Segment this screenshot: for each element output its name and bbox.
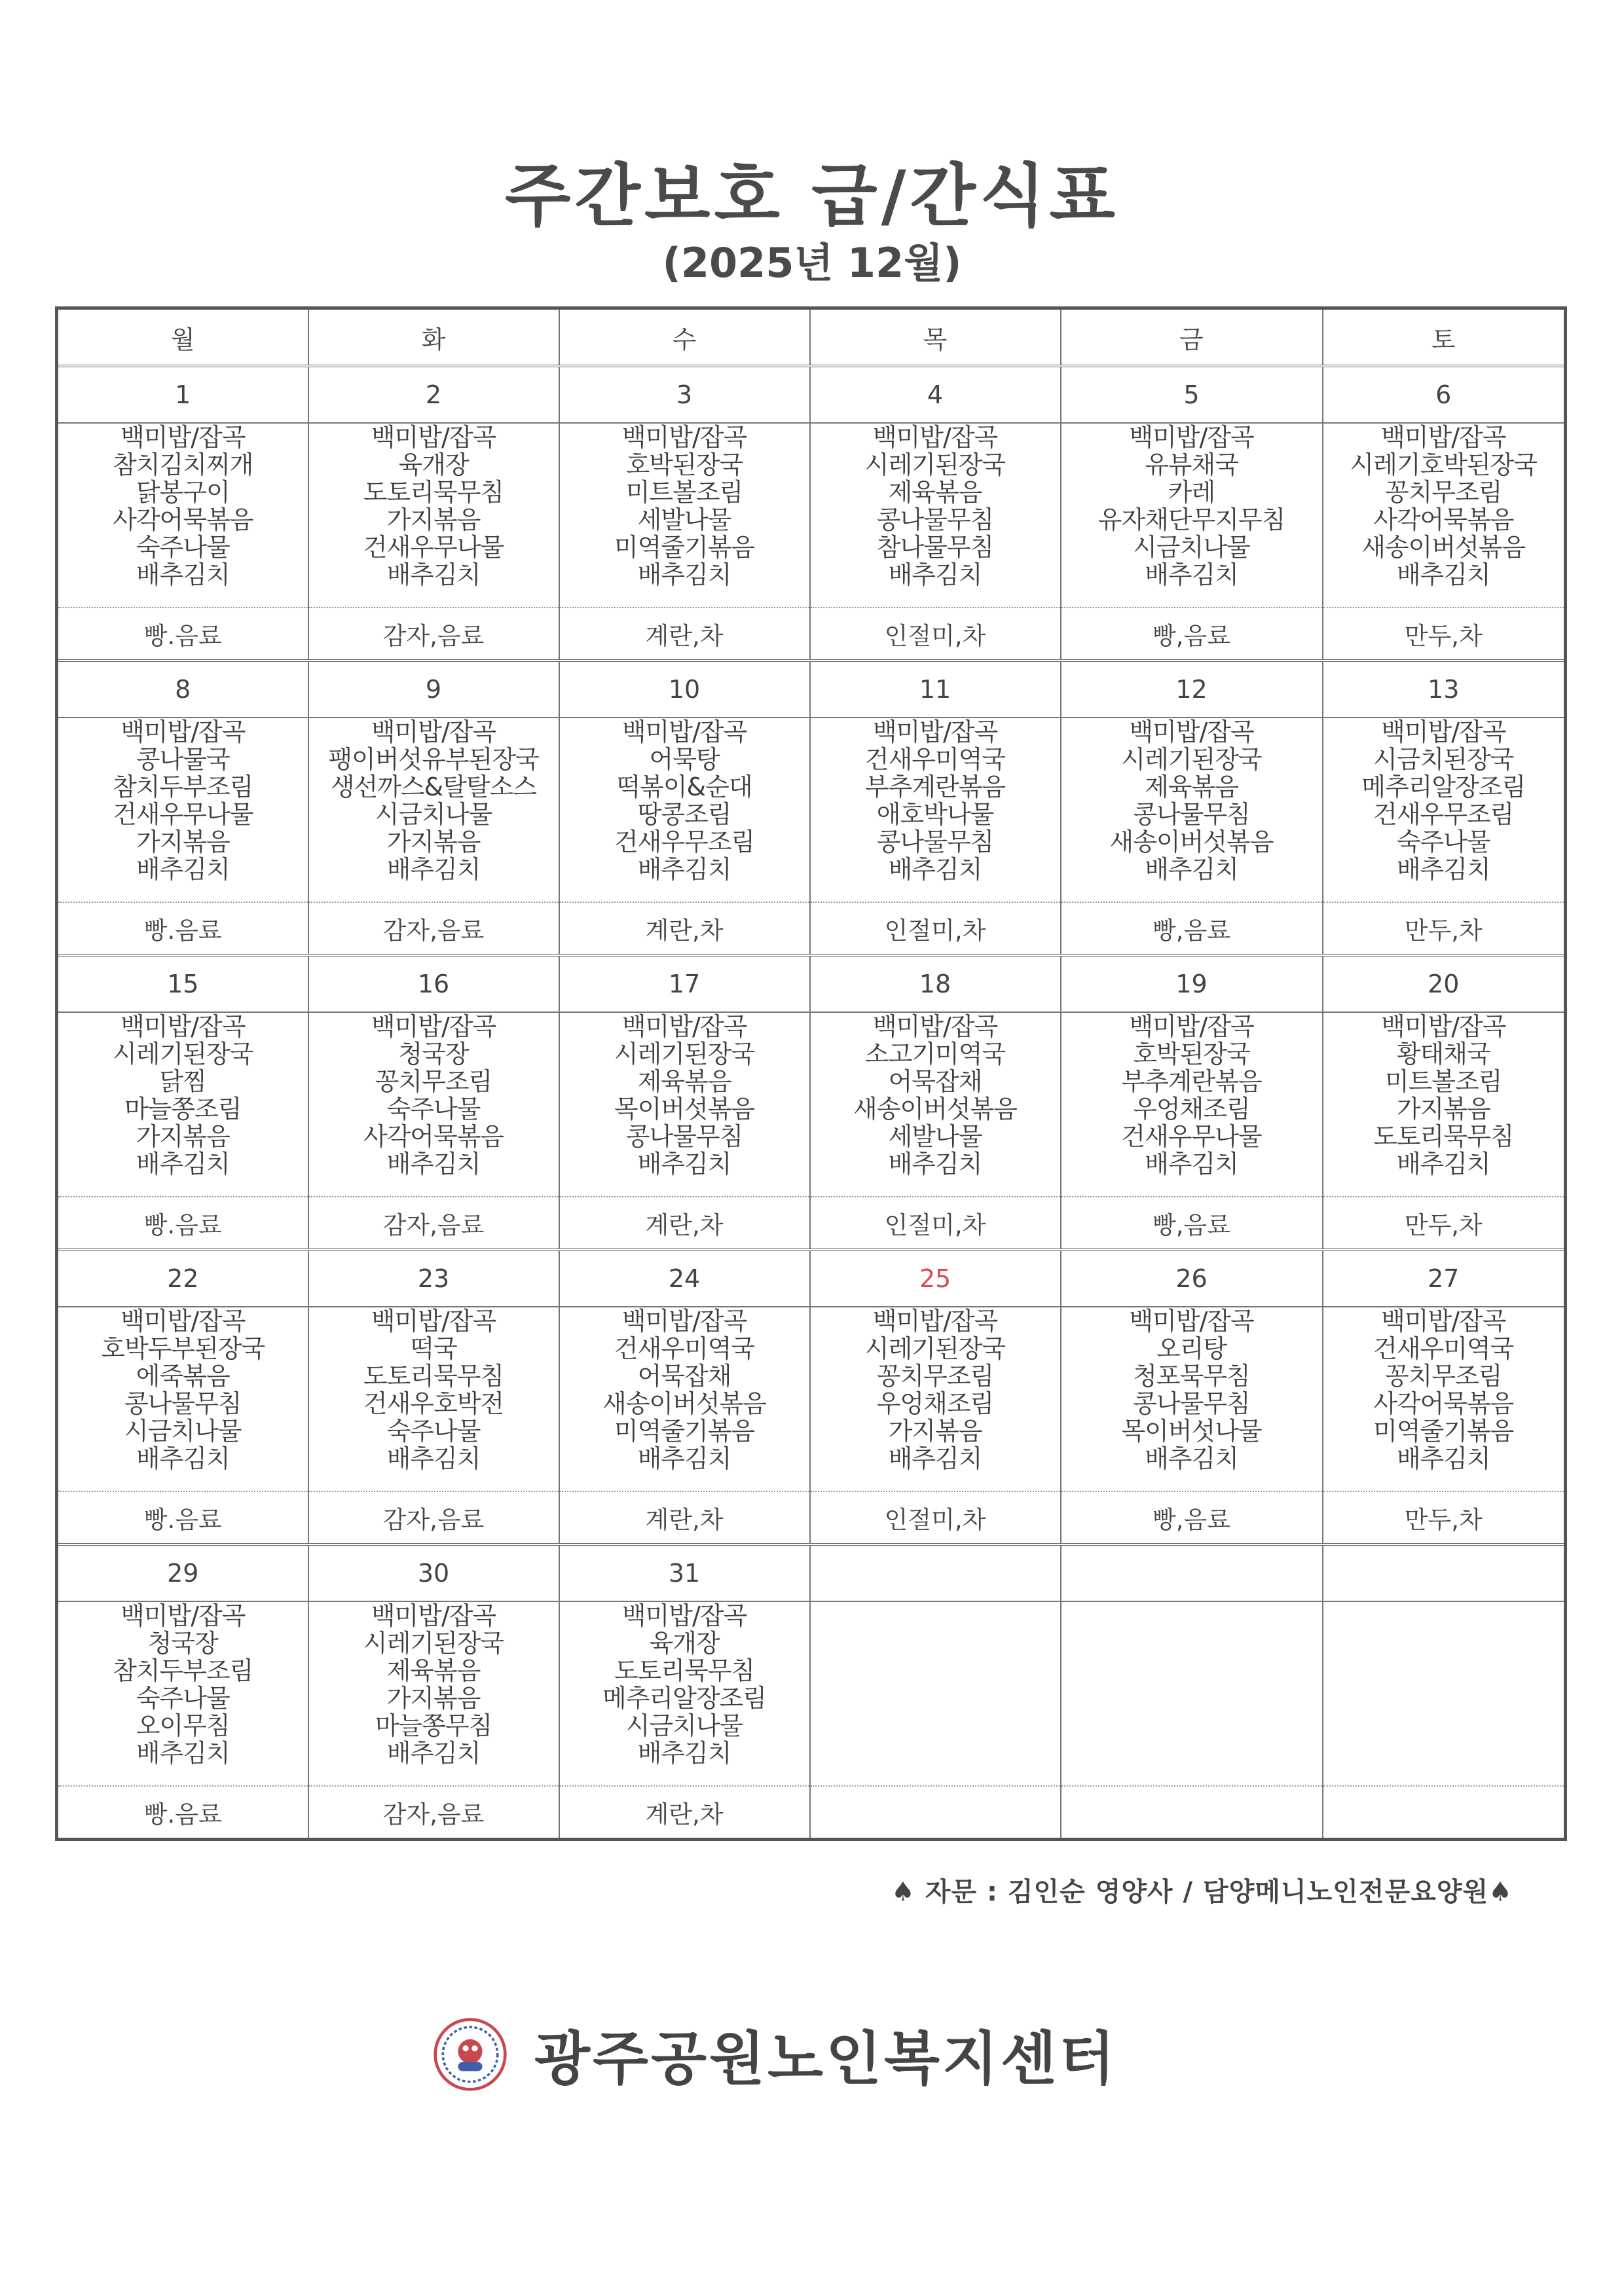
snack-cell: 계란,차 [559, 1786, 810, 1840]
meal-item: 콩나물무침 [1133, 800, 1250, 829]
meal-item: 호박된장국 [1133, 1040, 1250, 1068]
meal-item: 배추김치 [1396, 1150, 1490, 1178]
snack-cell: 만두,차 [1323, 1491, 1566, 1544]
meal-item: 참나물무침 [876, 533, 994, 562]
meal-cell [810, 423, 1061, 608]
date-cell: 29 [57, 1544, 308, 1601]
date-cell: 9 [308, 661, 559, 718]
meal-item: 건새우미역국 [614, 1334, 755, 1363]
meal-item: 꽁치무조림 [1384, 1362, 1502, 1391]
meal-item: 백미밥/잡곡 [120, 1012, 246, 1041]
meal-cell [810, 718, 1061, 902]
meal-item: 콩나물무침 [876, 828, 994, 856]
meal-item: 참치두부조림 [113, 773, 253, 801]
meal-cell [57, 1012, 308, 1197]
meal-item: 새송이버섯볶음 [1361, 533, 1526, 562]
meal-item: 건새우무조림 [614, 828, 755, 856]
date-cell: 30 [308, 1544, 559, 1601]
meal-cell [308, 718, 559, 902]
meal-cell [1061, 1012, 1323, 1197]
meal-item: 가지볶음 [1396, 1095, 1490, 1123]
meal-item: 땅콩조림 [637, 800, 731, 829]
meal-item: 닭찜 [159, 1067, 206, 1096]
meal-item: 부추계란볶음 [1121, 1067, 1262, 1096]
snack-row [57, 1491, 1566, 1544]
meal-item: 시레기된장국 [864, 1334, 1006, 1363]
date-row [57, 661, 1566, 718]
meal-item: 백미밥/잡곡 [120, 718, 246, 746]
date-cell: 10 [559, 661, 810, 718]
empty-meal-cell [1323, 1601, 1566, 1786]
empty-snack-cell [810, 1786, 1061, 1840]
meal-item: 배추김치 [386, 1444, 481, 1473]
meal-item: 떡국 [410, 1334, 457, 1363]
meal-item: 배추김치 [386, 855, 481, 884]
empty-meal-cell [1061, 1601, 1323, 1786]
meal-item: 오이무침 [136, 1711, 230, 1740]
advisor-credit: ♠ 자문 : 김인순 영양사 / 담양메니노인전문요양원♠ [891, 1877, 1513, 1907]
snack-cell: 계란,차 [559, 902, 810, 955]
meal-item: 사각어묵볶음 [1373, 505, 1514, 534]
meal-item: 제육볶음 [386, 1656, 481, 1685]
meal-item: 우엉채조림 [1133, 1095, 1250, 1123]
meal-row [57, 718, 1566, 902]
meal-cell [1323, 1307, 1566, 1491]
meal-item: 배추김치 [888, 1150, 982, 1178]
meal-item: 백미밥/잡곡 [621, 423, 747, 452]
meal-item: 백미밥/잡곡 [1381, 423, 1506, 452]
meal-item: 사각어묵볶음 [1373, 1389, 1514, 1418]
date-cell: 15 [57, 955, 308, 1012]
meal-item: 배추김치 [136, 560, 230, 589]
snack-cell: 감자,음료 [308, 1197, 559, 1250]
meal-cell [559, 1307, 810, 1491]
meal-item: 배추김치 [386, 560, 481, 589]
meal-item: 청국장 [398, 1040, 469, 1068]
meal-cell [1061, 423, 1323, 608]
meal-item: 배추김치 [1396, 855, 1490, 884]
meal-item: 사각어묵볶음 [113, 505, 253, 534]
meal-item: 제육볶음 [637, 1067, 731, 1096]
empty-snack-cell [1061, 1786, 1323, 1840]
date-cell: 27 [1323, 1250, 1566, 1307]
meal-item: 우엉채조림 [876, 1389, 994, 1418]
meal-cell [810, 1012, 1061, 1197]
meal-item: 꽁치무조림 [876, 1362, 994, 1391]
date-cell: 3 [559, 366, 810, 423]
meal-item: 시레기된장국 [113, 1040, 253, 1068]
date-cell: 26 [1061, 1250, 1323, 1307]
meal-item: 백미밥/잡곡 [1381, 718, 1506, 746]
snack-cell: 빵,음료 [1061, 1197, 1323, 1250]
meal-item: 숙주나물 [386, 1417, 481, 1446]
snack-cell: 만두,차 [1323, 902, 1566, 955]
weekday-header: 수 [559, 308, 810, 367]
meal-item: 백미밥/잡곡 [371, 1307, 496, 1336]
meal-item: 시금치나물 [375, 800, 492, 829]
meal-item: 배추김치 [637, 855, 731, 884]
snack-cell: 빵,음료 [1061, 1491, 1323, 1544]
meal-item: 시레기호박된장국 [1350, 450, 1538, 479]
date-row [57, 366, 1566, 423]
meal-item: 오리탕 [1156, 1334, 1227, 1363]
snack-cell: 빵.음료 [57, 1491, 308, 1544]
meal-item: 도토리묵무침 [1373, 1122, 1514, 1151]
weeks-body [57, 366, 1566, 1840]
meal-item: 배추김치 [136, 855, 230, 884]
meal-cell [57, 423, 308, 608]
snack-cell: 계란,차 [559, 1197, 810, 1250]
meal-item: 배추김치 [888, 1444, 982, 1473]
snack-cell: 만두,차 [1323, 608, 1566, 661]
meal-item: 백미밥/잡곡 [371, 1601, 496, 1630]
date-cell: 4 [810, 366, 1061, 423]
meal-item: 마늘쫑조림 [124, 1095, 242, 1123]
date-cell: 24 [559, 1250, 810, 1307]
meal-item: 꽁치무조림 [375, 1067, 492, 1096]
meal-item: 사각어묵볶음 [363, 1122, 504, 1151]
date-cell: 1 [57, 366, 308, 423]
meal-item: 배추김치 [637, 1150, 731, 1178]
meal-item: 배추김치 [888, 560, 982, 589]
meal-row [57, 423, 1566, 608]
meal-item: 닭봉구이 [136, 478, 230, 507]
meal-item: 배추김치 [136, 1150, 230, 1178]
snack-row [57, 902, 1566, 955]
date-row [57, 1544, 1566, 1601]
meal-item: 백미밥/잡곡 [1129, 1307, 1254, 1336]
empty-date-cell [810, 1544, 1061, 1601]
snack-cell: 감자,음료 [308, 1786, 559, 1840]
weekday-header: 목 [810, 308, 1061, 367]
meal-item: 콩나물국 [136, 745, 230, 774]
snack-cell: 인절미,차 [810, 902, 1061, 955]
snack-cell: 감자,음료 [308, 608, 559, 661]
meal-item: 건새우미역국 [864, 745, 1006, 774]
date-cell: 16 [308, 955, 559, 1012]
date-cell: 12 [1061, 661, 1323, 718]
meal-cell [1323, 423, 1566, 608]
meal-item: 배추김치 [386, 1739, 481, 1768]
weekday-header: 월 [57, 308, 308, 367]
meal-item: 백미밥/잡곡 [872, 718, 998, 746]
meal-item: 배추김치 [1145, 560, 1238, 589]
date-cell: 25 [810, 1250, 1061, 1307]
meal-item: 유뷰채국 [1145, 450, 1238, 479]
meal-item: 배추김치 [637, 1739, 731, 1768]
snack-cell: 인절미,차 [810, 1197, 1061, 1250]
meal-item: 백미밥/잡곡 [120, 1601, 246, 1630]
meal-item: 건새우미역국 [1373, 1334, 1514, 1363]
meal-item: 새송이버섯볶음 [602, 1389, 766, 1418]
meal-cell [559, 423, 810, 608]
meal-item: 도토리묵무침 [614, 1656, 755, 1685]
meal-item: 카레 [1168, 478, 1215, 507]
meal-item: 제육볶음 [1145, 773, 1238, 801]
date-row [57, 1250, 1566, 1307]
meal-item: 건새우무나물 [113, 800, 253, 829]
meal-item: 배추김치 [136, 1444, 230, 1473]
meal-item: 건새우무나물 [1121, 1122, 1262, 1151]
meal-item: 세발나물 [637, 505, 731, 534]
meal-item: 백미밥/잡곡 [621, 718, 747, 746]
snack-cell: 빵,음료 [1061, 902, 1323, 955]
meal-item: 애호박나물 [876, 800, 994, 829]
date-cell: 22 [57, 1250, 308, 1307]
meal-item: 어묵잡채 [637, 1362, 731, 1391]
meal-item: 미트볼조림 [1384, 1067, 1502, 1096]
meal-item: 제육볶음 [888, 478, 982, 507]
meal-item: 백미밥/잡곡 [872, 423, 998, 452]
meal-item: 배추김치 [637, 1444, 731, 1473]
date-cell: 19 [1061, 955, 1323, 1012]
meal-cell [1323, 718, 1566, 902]
meal-item: 가지볶음 [136, 1122, 230, 1151]
meal-item: 백미밥/잡곡 [621, 1012, 747, 1041]
snack-cell: 계란,차 [559, 1491, 810, 1544]
snack-cell: 빵.음료 [57, 608, 308, 661]
empty-date-cell [1323, 1544, 1566, 1601]
weekday-header-row [57, 308, 1566, 367]
meal-item: 미역줄기볶음 [1373, 1417, 1514, 1446]
meal-item: 백미밥/잡곡 [872, 1307, 998, 1336]
meal-cell [1061, 718, 1323, 902]
date-cell: 31 [559, 1544, 810, 1601]
meal-item: 꽁치무조림 [1384, 478, 1502, 507]
meal-item: 숙주나물 [136, 1684, 230, 1713]
weekday-header: 화 [308, 308, 559, 367]
center-logo-icon [432, 2016, 508, 2092]
snack-cell: 계란,차 [559, 608, 810, 661]
snack-cell: 빵.음료 [57, 1786, 308, 1840]
meal-item: 배추김치 [888, 855, 982, 884]
snack-cell: 빵.음료 [57, 902, 308, 955]
meal-item: 가지볶음 [136, 828, 230, 856]
meal-item: 시금치된장국 [1373, 745, 1514, 774]
meal-item: 백미밥/잡곡 [120, 1307, 246, 1336]
meal-item: 새송이버섯볶음 [853, 1095, 1017, 1123]
weekday-header: 토 [1323, 308, 1566, 367]
meal-item: 미역줄기볶음 [614, 533, 755, 562]
meal-item: 팽이버섯유부된장국 [328, 745, 539, 774]
meal-item: 가지볶음 [386, 505, 481, 534]
snack-cell: 감자,음료 [308, 1491, 559, 1544]
meal-item: 새송이버섯볶음 [1109, 828, 1274, 856]
snack-cell: 인절미,차 [810, 608, 1061, 661]
meal-item: 떡볶이&순대 [616, 773, 752, 801]
meal-item: 백미밥/잡곡 [120, 423, 246, 452]
meal-item: 호박두부된장국 [101, 1334, 265, 1363]
meal-item: 유자채단무지무침 [1098, 505, 1285, 534]
meal-item: 참치두부조림 [113, 1656, 253, 1685]
meal-cell [1061, 1307, 1323, 1491]
meal-item: 시레기된장국 [864, 450, 1006, 479]
meal-item: 미역줄기볶음 [614, 1417, 755, 1446]
center-name: 광주공원노인복지센터 [534, 2025, 1118, 2092]
meal-cell [57, 718, 308, 902]
snack-cell: 빵,음료 [1061, 608, 1323, 661]
meal-item: 시레기된장국 [363, 1629, 504, 1658]
meal-item: 백미밥/잡곡 [371, 718, 496, 746]
meal-row [57, 1601, 1566, 1786]
meal-item: 청포묵무침 [1133, 1362, 1250, 1391]
meal-cell [308, 423, 559, 608]
meal-item: 백미밥/잡곡 [1129, 423, 1254, 452]
snack-row [57, 608, 1566, 661]
date-cell: 18 [810, 955, 1061, 1012]
meal-item: 백미밥/잡곡 [1129, 718, 1254, 746]
meal-item: 소고기미역국 [864, 1040, 1006, 1068]
meal-item: 육개장 [398, 450, 469, 479]
date-cell: 13 [1323, 661, 1566, 718]
meal-item: 세발나물 [888, 1122, 982, 1151]
snack-cell: 감자,음료 [308, 902, 559, 955]
meal-item: 건새우무조림 [1373, 800, 1514, 829]
meal-item: 배추김치 [1396, 560, 1490, 589]
meal-item: 황태채국 [1396, 1040, 1490, 1068]
meal-item: 어묵탕 [649, 745, 720, 774]
meal-cell [559, 1012, 810, 1197]
meal-item: 콩나물무침 [625, 1122, 743, 1151]
meal-item: 숙주나물 [136, 533, 230, 562]
empty-meal-cell [810, 1601, 1061, 1786]
meal-item: 백미밥/잡곡 [371, 423, 496, 452]
meal-cell [1323, 1012, 1566, 1197]
date-cell: 11 [810, 661, 1061, 718]
meal-row [57, 1307, 1566, 1491]
meal-item: 백미밥/잡곡 [1381, 1012, 1506, 1041]
meal-item: 생선까스&탈탈소스 [330, 773, 537, 801]
snack-row [57, 1197, 1566, 1250]
meal-item: 백미밥/잡곡 [621, 1601, 747, 1630]
date-row [57, 955, 1566, 1012]
meal-item: 배추김치 [1145, 855, 1238, 884]
meal-item: 백미밥/잡곡 [872, 1012, 998, 1041]
meal-item: 청국장 [147, 1629, 218, 1658]
meal-item: 메추리알장조림 [1361, 773, 1526, 801]
meal-item: 육개장 [649, 1629, 720, 1658]
meal-cell [308, 1601, 559, 1786]
meal-item: 시금치나물 [625, 1711, 743, 1740]
meal-item: 숙주나물 [386, 1095, 481, 1123]
snack-cell: 만두,차 [1323, 1197, 1566, 1250]
meal-item: 백미밥/잡곡 [1129, 1012, 1254, 1041]
date-cell: 23 [308, 1250, 559, 1307]
meal-item: 시금치나물 [124, 1417, 242, 1446]
meal-item: 가지볶음 [386, 828, 481, 856]
empty-snack-cell [1323, 1786, 1566, 1840]
meal-item: 가지볶음 [888, 1417, 982, 1446]
meal-item: 시금치나물 [1133, 533, 1250, 562]
meal-item: 시레기된장국 [1121, 745, 1262, 774]
meal-item: 숙주나물 [1396, 828, 1490, 856]
meal-cell [57, 1307, 308, 1491]
meal-item: 배추김치 [136, 1739, 230, 1768]
page-title: 주간보호 급/간식표 [505, 156, 1119, 236]
meal-item: 백미밥/잡곡 [371, 1012, 496, 1041]
meal-item: 가지볶음 [386, 1684, 481, 1713]
date-cell: 5 [1061, 366, 1323, 423]
date-cell: 8 [57, 661, 308, 718]
meal-item: 콩나물무침 [876, 505, 994, 534]
meal-item: 콩나물무침 [1133, 1389, 1250, 1418]
menu-table [55, 306, 1567, 1841]
snack-cell: 빵.음료 [57, 1197, 308, 1250]
meal-cell [810, 1307, 1061, 1491]
date-cell: 2 [308, 366, 559, 423]
empty-date-cell [1061, 1544, 1323, 1601]
meal-item: 도토리묵무침 [363, 1362, 504, 1391]
meal-item: 백미밥/잡곡 [621, 1307, 747, 1336]
meal-cell [559, 718, 810, 902]
meal-item: 건새우호박전 [363, 1389, 504, 1418]
meal-item: 배추김치 [637, 560, 731, 589]
meal-item: 도토리묵무침 [363, 478, 504, 507]
meal-row [57, 1012, 1566, 1197]
meal-cell [308, 1307, 559, 1491]
meal-item: 호박된장국 [625, 450, 743, 479]
meal-item: 목이버섯나물 [1121, 1417, 1262, 1446]
meal-item: 마늘쫑무침 [375, 1711, 492, 1740]
meal-item: 부추계란볶음 [864, 773, 1006, 801]
meal-item: 배추김치 [386, 1150, 481, 1178]
meal-item: 참치김치찌개 [113, 450, 253, 479]
weekday-header: 금 [1061, 308, 1323, 367]
meal-item: 배추김치 [1396, 1444, 1490, 1473]
meal-cell [308, 1012, 559, 1197]
meal-item: 백미밥/잡곡 [1381, 1307, 1506, 1336]
snack-cell: 인절미,차 [810, 1491, 1061, 1544]
meal-item: 배추김치 [1145, 1444, 1238, 1473]
meal-item: 콩나물무침 [124, 1389, 242, 1418]
meal-cell [559, 1601, 810, 1786]
meal-item: 배추김치 [1145, 1150, 1238, 1178]
page-subtitle: (2025년 12월) [662, 239, 962, 287]
meal-item: 메추리알장조림 [602, 1684, 766, 1713]
meal-cell [57, 1601, 308, 1786]
meal-item: 건새우무나물 [363, 533, 504, 562]
date-cell: 17 [559, 955, 810, 1012]
meal-item: 목이버섯볶음 [614, 1095, 755, 1123]
meal-item: 에죽볶음 [136, 1362, 230, 1391]
date-cell: 20 [1323, 955, 1566, 1012]
snack-row [57, 1786, 1566, 1840]
meal-item: 어묵잡채 [888, 1067, 982, 1096]
date-cell: 6 [1323, 366, 1566, 423]
meal-item: 시레기된장국 [614, 1040, 755, 1068]
meal-item: 미트볼조림 [625, 478, 743, 507]
footer [432, 2013, 1117, 2096]
